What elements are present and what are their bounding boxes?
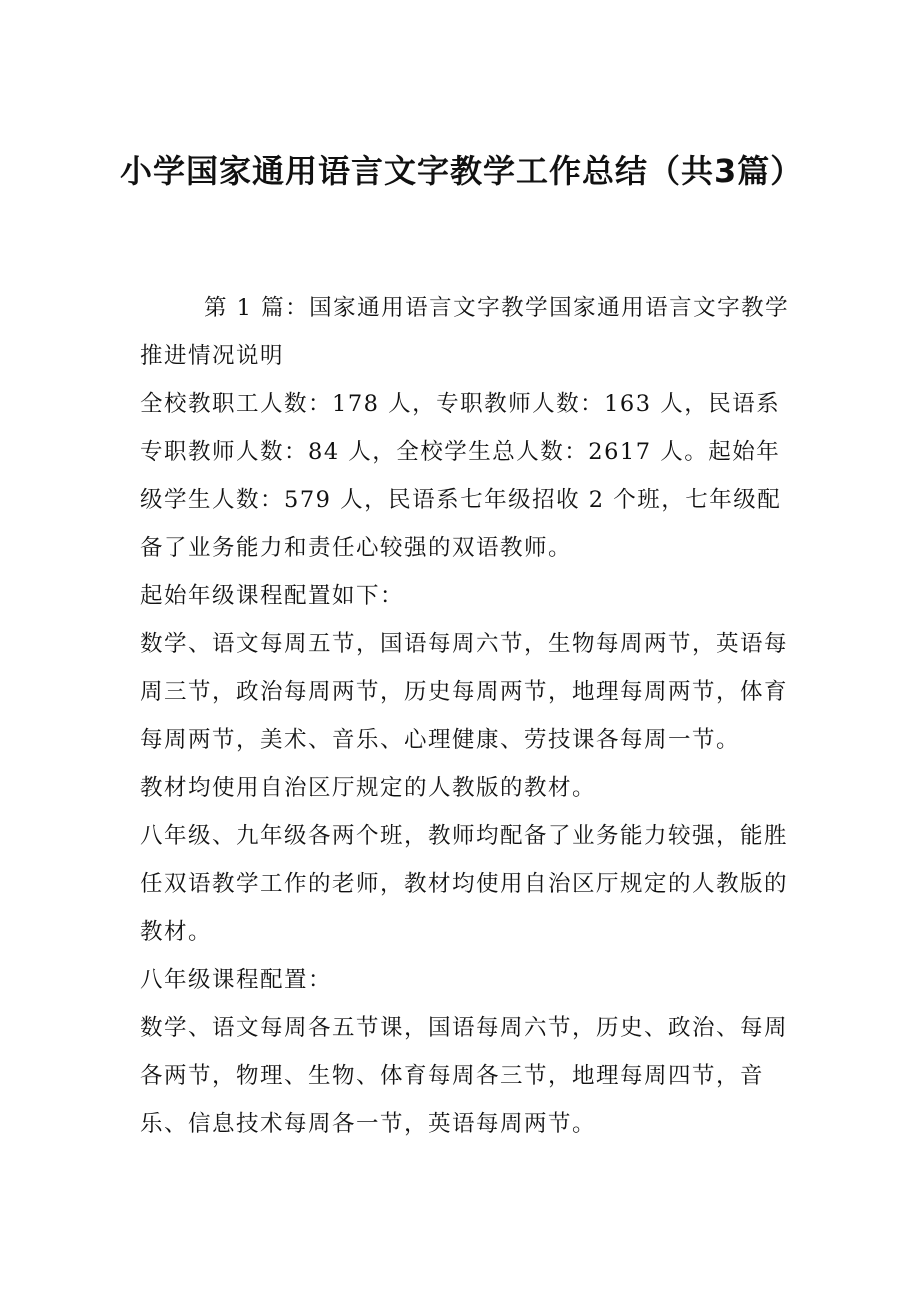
document-title: 小学国家通用语言文字教学工作总结（共3篇） bbox=[120, 152, 804, 190]
paragraph-heading-continued: 推进情况说明 bbox=[140, 343, 285, 369]
paragraph-grade-8-config: 数学、语文每周各五节课，国语每周六节，历史、政治、每周各两节，物理、生物、体育每周各三节，地理每周四节，音乐、信息技术每周各一节，英语每周两节。 bbox=[140, 1015, 789, 1137]
paragraph-grade-8-9: 八年级、九年级各两个班，教师均配备了业务能力较强，能胜任双语教学工作的老师，教材均使用自治区厅规定的人教版的教材。 bbox=[140, 823, 789, 945]
paragraph-course-config-label: 起始年级课程配置如下： bbox=[140, 583, 405, 609]
paragraph-staff-statistics: 全校教职工人数：178 人，专职教师人数：163 人，民语系专职教师人数：84 人，全校学生总人数：2617 人。起始年级学生人数：579 人，民语系七年级招收 2 个班，七年级配备了业务能力和责任心较强的双语教师。 bbox=[140, 391, 782, 561]
paragraph-grade-8-config-label: 八年级课程配置： bbox=[140, 967, 333, 993]
paragraph-course-config: 数学、语文每周五节，国语每周六节，生物每周两节，英语每周三节，政治每周两节，历史每周两节，地理每周两节，体育每周两节，美术、音乐、心理健康、劳技课各每周一节。 bbox=[140, 631, 789, 753]
document-body bbox=[140, 284, 790, 1148]
paragraph-part-heading: 第 1 篇：国家通用语言文字教学国家通用语言文字教学 bbox=[204, 295, 790, 321]
paragraph-textbooks: 教材均使用自治区厅规定的人教版的教材。 bbox=[140, 775, 597, 801]
